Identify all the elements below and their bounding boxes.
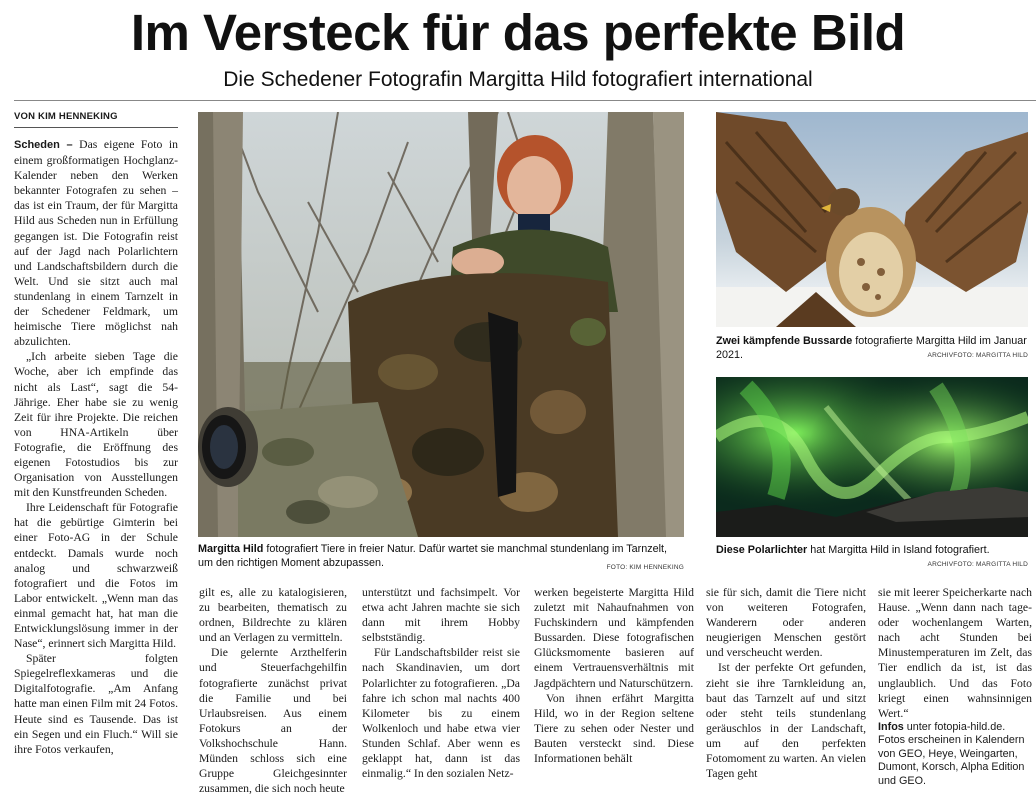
paragraph <box>14 137 178 349</box>
caption-lead: Zwei kämpfende Bussarde <box>716 335 853 347</box>
subheadline: Die Schedener Fotografin Margitta Hild fotografiert international <box>223 68 813 91</box>
main-photo-photographer-in-tent <box>198 112 684 537</box>
paragraph: sie für sich, damit die Tiere nicht von weiteren Fotografen, Wanderern oder anderen neugierigen Menschen gestört und verscheucht werden. <box>706 586 866 660</box>
paragraph: gilt es, alle zu katalogisieren, zu bearbeiten, thematisch zu ordnen, Bildrechte zu klären und an Verlagen zu vermitteln. <box>199 586 347 645</box>
info-label: Infos <box>878 720 904 733</box>
paragraph: Für Landschaftsbilder reist sie nach Skandinavien, um dort Polarlichter zu fotografieren. „Da fahre ich schon mal nachts 400 Kilometer bis zu einem Wolkenloch und habe etwa vier Stunden Schlaf. Aber wenn es geklappt hat, dann ist das einmalig.“ In den sozialen Netz- <box>362 646 520 781</box>
buzzards-credit: ARCHIVFOTO: MARGITTA HILD <box>927 352 1028 359</box>
paragraph: Ihre Leidenschaft für Fotografie hat die gebürtige Gimterin bei einer Foto-AG in der Schule entdeckt. Damals wurde noch analog und schwarzweiß fotografiert und die Fotos im Labor entwickelt. „Wenn man das einmal gemacht hat, hat man die Entwicklungslösung immer in der Nase“, erinnert sich Margitta Hild. <box>14 501 178 651</box>
headline: Im Versteck für das perfekte Bild <box>130 4 906 61</box>
paragraph: Die gelernte Arzthelferin und Steuerfachgehilfin fotografierte zunächst privat die Familie und bei Urlaubsreisen. Aus einem Fotokurs an der Volkshochschule Hann. Münden schloss sich eine Gruppe Gleichgesinnter zusammen, die sich noch heute <box>199 646 347 796</box>
dateline: Scheden – <box>14 139 73 151</box>
aurora-credit: ARCHIVFOTO: MARGITTA HILD <box>927 561 1028 568</box>
paragraph: „Ich arbeite sieben Tage die Woche, aber ich empfinde das nicht als Last“, sagt die 54-Jährige. Eher habe sie zu wenig Zeit für ihre Projekte. Die reichen von HNA-Artikeln über Fotografie, die Eröffnung des eigenen Fotostudios bis zur Organisation von Ausstellungen mit den Kunstfreunden Scheden. <box>14 350 178 500</box>
aurora-photo <box>716 377 1028 537</box>
paragraph: Von ihnen erfährt Margitta Hild, wo in der Region seltene Tiere zu sehen oder Nester und Bauten versteckt sind. Diese Informationen behält <box>534 691 694 766</box>
paragraph: Ist der perfekte Ort gefunden, zieht sie ihre Tarnkleidung an, baut das Tarnzelt auf und sitzt oder steht teils stundenlang geräuschlos in der Landschaft, um auf den perfekten Fotomoment zu warten. An vielen Tagen geht <box>706 661 866 781</box>
top-rule <box>14 100 1036 101</box>
caption-lead: Margitta Hild <box>198 543 264 555</box>
caption-lead: Diese Polarlichter <box>716 544 808 556</box>
article-column-6 <box>878 585 1032 788</box>
byline: VON KIM HENNEKING <box>14 111 118 122</box>
paragraph: unterstützt und fachsimpelt. Vor etwa acht Jahren machte sie sich dann mit ihrem Hobby selbstständig. <box>362 586 520 645</box>
article-column-4 <box>534 585 694 766</box>
article-column-1 <box>14 137 178 757</box>
info-text: unter fotopia-hild.de. Fotos erscheinen in Kalendern von GEO, Heye, Weingarten, Dumont, Korsch, Alpha Edition und GEO. <box>878 720 1025 787</box>
caption-text: hat Margitta Hild in Island fotografiert. <box>807 544 990 556</box>
byline-rule <box>14 127 178 128</box>
main-photo-credit: FOTO: KIM HENNEKING <box>606 564 684 571</box>
paragraph: sie mit leerer Speicherkarte nach Hause. „Wenn dann nach tage- oder wochenlangem Warten, nach acht Stunden bei Minustemperaturen im Zelt, das Tier endlich da ist, ist das unglaublich. Und das Foto kriegt einen wahnsinnigen Wert.“ <box>878 586 1032 720</box>
caption-text: fotografiert Tiere in freier Natur. Dafür wartet sie manchmal stundenlang im Tarnzelt, um den richtigen Moment abzupassen. <box>198 543 668 569</box>
paragraph: werken begeisterte Margitta Hild zuletzt mit Nahaufnahmen von Fuchskindern und kämpfenden Bussarden. Diese fotografischen Glücksmomente basieren auf einem Vertrauensverhältnis mit Jagdpächtern und Naturschützern. <box>534 586 694 690</box>
article-column-5 <box>706 585 866 781</box>
caption-text: fotografierte Margitta Hild im Januar 2021. <box>716 335 1027 361</box>
article-column-2 <box>199 585 347 796</box>
aurora-caption <box>716 543 1028 557</box>
buzzards-photo <box>716 112 1028 327</box>
main-photo-image <box>198 112 684 537</box>
paragraph-text: Das eigene Foto in einem großformatigen Hochglanz-Kalender neben den Werken bekannter Fotografen zu sehen – das ist ein Traum, der für Margitta Hild aus Scheden nun in Erfüllung gegangen ist. Die Fotografin reist auf der Jagd nach Polarlichtern und Landschaftsbildern durch die Welt. Und sie sitzt auch mal stundenlang in einem Tarnzelt in der Schedener Feldmark, um heimische Tiere möglichst nah abzulichten. <box>14 138 178 349</box>
buzzards-image <box>716 112 1028 327</box>
aurora-image <box>716 377 1028 537</box>
info-box <box>878 721 1032 789</box>
paragraph: Später folgten Spiegelreflexkameras und die Digitalfotografie. „Am Anfang hatte man einen Film mit 24 Fotos. Heute sind es Tausende. Das ist ein Segen und ein Fluch.“ Will sie ihre Fotos verkaufen, <box>14 652 178 756</box>
article-column-3 <box>362 585 520 781</box>
